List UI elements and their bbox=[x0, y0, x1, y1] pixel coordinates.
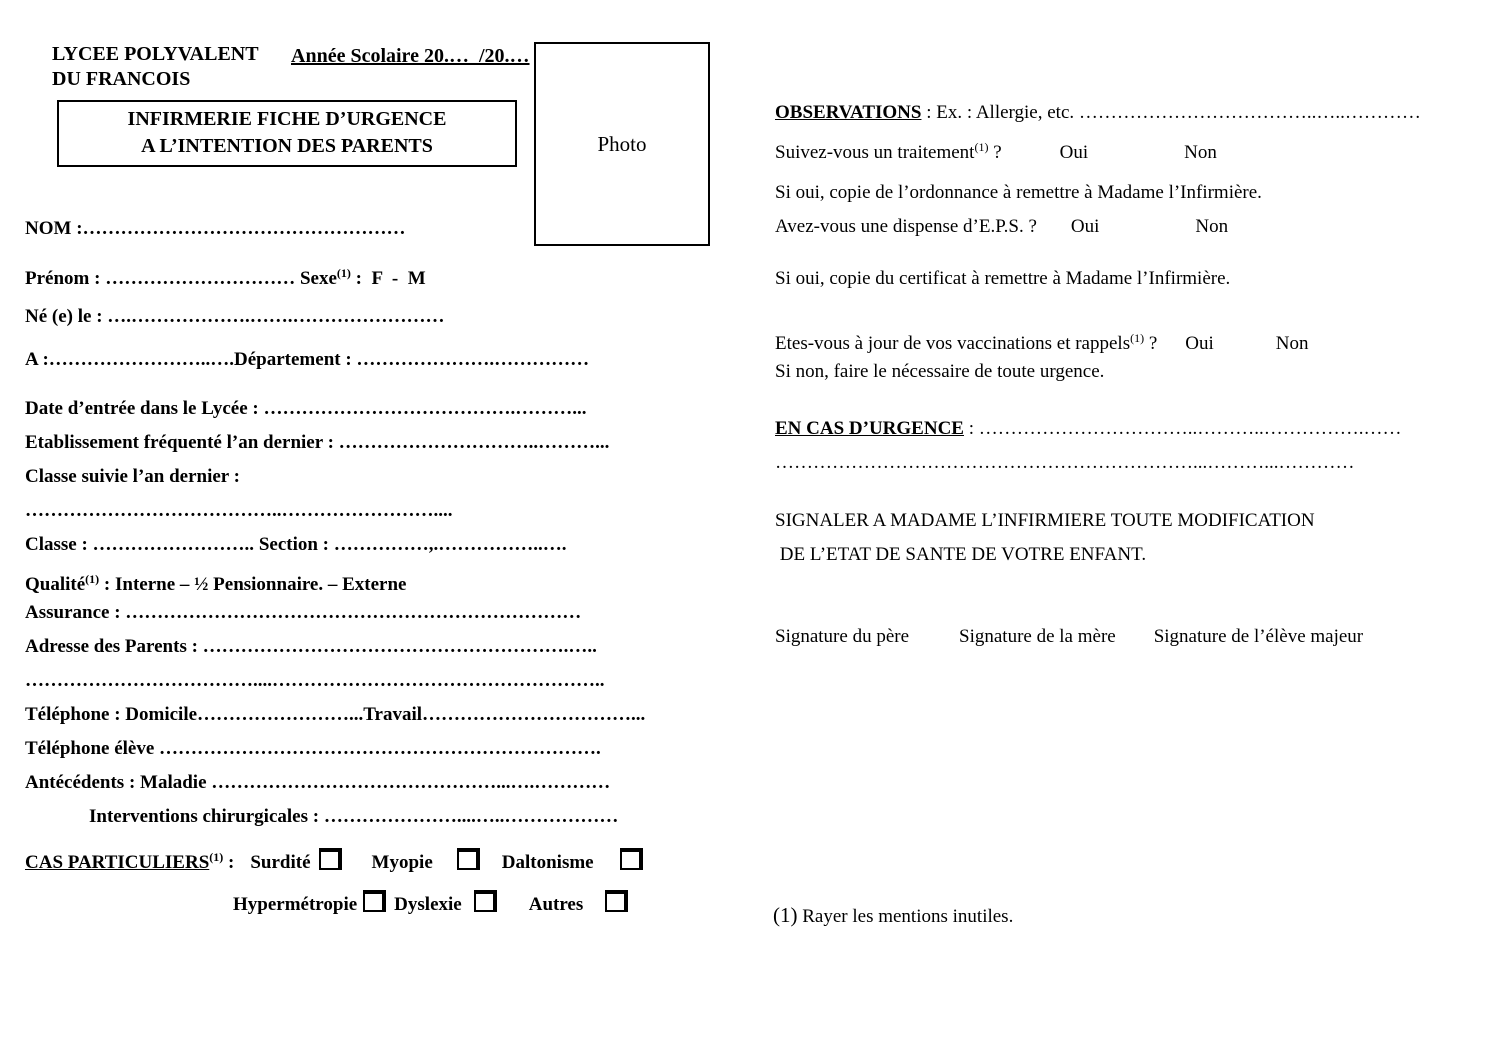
dyslexie-label: Dyslexie bbox=[394, 894, 462, 915]
field-ne-le bbox=[25, 300, 685, 334]
classe-suivie-blank-line bbox=[25, 494, 685, 528]
section-label: Section bbox=[258, 534, 318, 555]
vaccinations-question-mark: ? bbox=[1144, 333, 1158, 354]
question-traitement bbox=[775, 130, 1485, 164]
field-classe-suivie bbox=[25, 460, 685, 494]
classe-suivie-label: Classe suivie l’an dernier : bbox=[25, 466, 240, 487]
cas-colon: : bbox=[223, 852, 235, 873]
cas-particuliers-row1 bbox=[25, 840, 685, 874]
ne-le-blank: : ….……………….…….…………………… bbox=[91, 306, 445, 327]
myopie-label: Myopie bbox=[371, 852, 433, 873]
question-vaccinations bbox=[775, 321, 1485, 355]
urgence-row bbox=[775, 412, 1485, 446]
cas-footnote-ref: (1) bbox=[209, 850, 224, 864]
signatures-row bbox=[775, 620, 1485, 654]
field-prenom-sexe bbox=[25, 256, 685, 290]
form-title-line1: INFIRMERIE FICHE D’URGENCE bbox=[127, 108, 447, 130]
antecedents-maladie-blank: ………………………………………...….………… bbox=[206, 772, 611, 793]
etablissement-label: Etablissement fréquenté l’an dernier bbox=[25, 432, 323, 453]
eps-non-option[interactable]: Non bbox=[1195, 216, 1229, 237]
hypermetropie-label: Hypermétropie bbox=[233, 894, 358, 915]
form-title-line2: A L’INTENTION DES PARENTS bbox=[141, 135, 433, 157]
dotted-blank: ………………………………....…………………………………………….. bbox=[25, 670, 605, 691]
vaccinations-non-option[interactable]: Non bbox=[1275, 333, 1309, 354]
cas-particuliers-row2 bbox=[25, 888, 685, 922]
observations-heading: OBSERVATIONS bbox=[775, 102, 922, 123]
traitement-oui-option[interactable]: Oui bbox=[1059, 142, 1089, 163]
observations-row bbox=[775, 96, 1485, 130]
daltonisme-checkbox[interactable] bbox=[620, 848, 643, 870]
signature-eleve-label: Signature de l’élève majeur bbox=[1153, 626, 1364, 647]
signature-pere-label: Signature du père bbox=[775, 626, 910, 647]
telephone-domicile-blank: ……………………... bbox=[197, 704, 364, 725]
sexe-footnote-ref: (1) bbox=[336, 266, 351, 280]
sexe-options: : F - M bbox=[350, 268, 426, 289]
hypermetropie-checkbox[interactable] bbox=[363, 890, 386, 912]
note-ordonnance: Si oui, copie de l’ordonnance à remettre à Madame l’Infirmière. bbox=[775, 182, 1262, 203]
classe-label: Classe bbox=[25, 534, 77, 555]
field-interventions bbox=[25, 800, 685, 834]
field-nom bbox=[25, 212, 685, 246]
prenom-blank: : ………………………… bbox=[89, 268, 300, 289]
classe-blank: : …………………….. bbox=[76, 534, 259, 555]
antecedents-maladie-label: Antécédents : Maladie bbox=[25, 772, 207, 793]
en-cas-urgence-heading: EN CAS D’URGENCE bbox=[775, 418, 964, 439]
interventions-blank: : …………………....…..……………… bbox=[308, 806, 619, 827]
field-telephone-eleve bbox=[25, 732, 685, 766]
urgence-blank-line bbox=[775, 446, 1485, 480]
autres-checkbox[interactable] bbox=[605, 890, 628, 912]
myopie-checkbox[interactable] bbox=[457, 848, 480, 870]
nom-label: NOM bbox=[25, 218, 72, 239]
traitement-question-mark: ? bbox=[988, 142, 1002, 163]
dyslexie-checkbox[interactable] bbox=[474, 890, 497, 912]
adresse-parents-label: Adresse des Parents bbox=[25, 636, 187, 657]
field-assurance bbox=[25, 596, 685, 630]
adresse-blank-line bbox=[25, 664, 685, 698]
question-eps bbox=[775, 210, 1485, 244]
date-entree-blank: : ………………………………….………... bbox=[247, 398, 587, 419]
urgence-blank: : ……………………………..………..…………….…… bbox=[963, 418, 1402, 439]
eps-oui-option[interactable]: Oui bbox=[1070, 216, 1100, 237]
traitement-question: Suivez-vous un traitement bbox=[775, 142, 975, 163]
school-year-field: Année Scolaire 20.… /20.… bbox=[291, 45, 530, 67]
field-adresse-parents bbox=[25, 630, 685, 664]
departement-blank: : ………………….…………… bbox=[340, 349, 590, 370]
footnote-text: Rayer les mentions inutiles. bbox=[797, 906, 1014, 927]
field-antecedents bbox=[25, 766, 685, 800]
traitement-footnote-ref: (1) bbox=[974, 140, 989, 154]
vaccinations-question: Etes-vous à jour de vos vaccinations et rappels bbox=[775, 333, 1131, 354]
eps-question: Avez-vous une dispense d’E.P.S. ? bbox=[775, 216, 1037, 237]
interventions-label: Interventions chirurgicales bbox=[89, 806, 309, 827]
telephone-eleve-blank: ……………………………………………………………. bbox=[154, 738, 601, 759]
dotted-blank: …………………………………..…………………….... bbox=[25, 500, 453, 521]
surdite-label: Surdité bbox=[250, 852, 311, 873]
ne-le-label: Né (e) le bbox=[25, 306, 92, 327]
a-blank: :……………………..…. bbox=[37, 349, 235, 370]
departement-label: Département bbox=[234, 349, 341, 370]
field-date-entree bbox=[25, 392, 685, 426]
field-telephone bbox=[25, 698, 685, 732]
travail-blank: ……………………………... bbox=[422, 704, 646, 725]
adresse-parents-blank: : ………………………………………………….….. bbox=[186, 636, 597, 657]
footnote-mark: (1) bbox=[773, 903, 798, 927]
assurance-blank: : ……………………………………………………………… bbox=[109, 602, 582, 623]
qualite-label: Qualité bbox=[25, 574, 86, 595]
note-vaccinations: Si non, faire le nécessaire de toute urgence. bbox=[775, 361, 1105, 382]
dotted-blank: …………………………………………………………...………...………… bbox=[775, 452, 1355, 473]
field-etablissement bbox=[25, 426, 685, 460]
surdite-checkbox[interactable] bbox=[319, 848, 342, 870]
signature-mere-label: Signature de la mère bbox=[959, 626, 1116, 647]
school-name bbox=[52, 42, 259, 92]
field-classe-section bbox=[25, 528, 685, 562]
school-name-line1: LYCEE POLYVALENT bbox=[52, 43, 259, 65]
traitement-non-option[interactable]: Non bbox=[1184, 142, 1217, 163]
field-qualite bbox=[25, 562, 685, 596]
observations-blank: : Ex. : Allergie, etc. ………………………………..…..………… bbox=[921, 102, 1421, 123]
prenom-label: Prénom bbox=[25, 268, 90, 289]
etablissement-blank: : …………………………..………... bbox=[322, 432, 610, 453]
signaler-notice-line2: DE L’ETAT DE SANTE DE VOTRE ENFANT. bbox=[775, 544, 1147, 565]
section-blank: : ……………,.……………..…. bbox=[317, 534, 567, 555]
form-title-box bbox=[57, 100, 517, 167]
vaccinations-footnote-ref: (1) bbox=[1130, 331, 1145, 345]
signaler-notice-line1: SIGNALER A MADAME L’INFIRMIERE TOUTE MODIFICATION bbox=[775, 510, 1315, 531]
medical-info-column bbox=[775, 96, 1485, 654]
field-lieu-naissance bbox=[25, 343, 685, 377]
sexe-label: Sexe bbox=[299, 268, 337, 289]
footnote bbox=[773, 898, 1013, 934]
photo-label: Photo bbox=[597, 131, 647, 156]
telephone-domicile-label: Téléphone : Domicile bbox=[25, 704, 198, 725]
note-certificat: Si oui, copie du certificat à remettre à Madame l’Infirmière. bbox=[775, 268, 1231, 289]
qualite-footnote-ref: (1) bbox=[85, 572, 100, 586]
assurance-label: Assurance bbox=[25, 602, 110, 623]
nom-blank: :…………………………………………… bbox=[71, 218, 406, 239]
student-info-column bbox=[25, 212, 685, 922]
travail-label: Travail bbox=[363, 704, 423, 725]
daltonisme-label: Daltonisme bbox=[501, 852, 594, 873]
vaccinations-oui-option[interactable]: Oui bbox=[1185, 333, 1214, 354]
qualite-options: : Interne – ½ Pensionnaire. – Externe bbox=[99, 574, 407, 595]
telephone-eleve-label: Téléphone élève bbox=[25, 738, 155, 759]
cas-particuliers-heading: CAS PARTICULIERS bbox=[25, 852, 210, 873]
school-name-line2: DU FRANCOIS bbox=[52, 68, 191, 90]
a-label: A bbox=[25, 349, 38, 370]
autres-label: Autres bbox=[528, 894, 584, 915]
date-entree-label: Date d’entrée dans le Lycée bbox=[25, 398, 248, 419]
